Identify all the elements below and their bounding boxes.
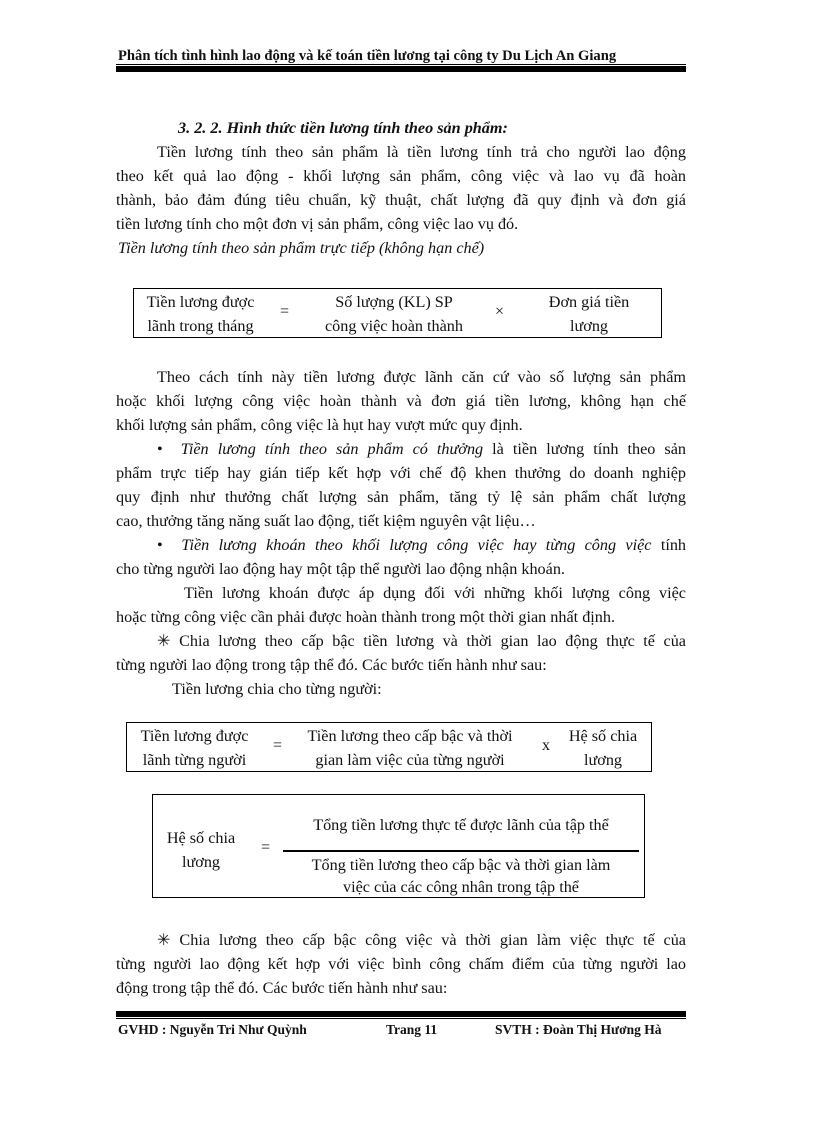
para4-sub: Tiền lương chia cho từng người: xyxy=(172,680,382,698)
para5-line3: động trong tập thể đó. Các bước tiến hành như sau: xyxy=(116,979,448,997)
f1-right-line2: lương xyxy=(569,317,609,335)
bullet1-rest: là tiền lương tính theo sản xyxy=(483,440,687,458)
para4-line1 xyxy=(157,629,686,653)
para1-line2: theo kết quả lao động - khối lượng sản phẩm, công việc và lao vụ đã hoàn xyxy=(116,167,686,185)
formula-box-2 xyxy=(126,722,652,772)
header-rule xyxy=(116,66,686,72)
f3-denominator-line1: Tổng tiền lương theo cấp bậc và thời gian làm xyxy=(311,856,611,874)
formula-box-3 xyxy=(152,794,645,898)
para3-line2: hoặc từng công việc cần phải được hoàn thành trong một thời gian nhất định. xyxy=(116,608,616,626)
para5-line2: từng người lao động kết hợp với việc bình công chấm điểm của từng người lao xyxy=(116,955,686,973)
f1-mid-line1: Số lượng (KL) SP xyxy=(335,293,453,311)
para4-line2: từng người lao động trong tập thể đó. Các bước tiến hành như sau: xyxy=(116,656,547,674)
para4-line1-text: Chia lương theo cấp bậc tiền lương và thời gian lao động thực tế của xyxy=(170,632,686,650)
asterisk-icon: ✳ xyxy=(157,931,171,949)
para2-line3: khối lượng sản phẩm, công việc là hụt hay vượt mức quy định. xyxy=(116,416,523,434)
f2-right-line1: Hệ số chia xyxy=(568,727,638,745)
f1-times: × xyxy=(495,303,505,320)
bullet2-term: Tiền lương khoán theo khối lượng công việc hay từng công việc xyxy=(181,536,652,554)
para1-line4: tiền lương tính cho một đơn vị sản phẩm, công việc lao vụ đó. xyxy=(116,215,519,233)
f2-mid-line1: Tiền lương theo cấp bậc và thời xyxy=(307,727,513,745)
bullet1-line3: quy định như thưởng chất lượng sản phẩm, tăng tỷ lệ sản phẩm chất lượng xyxy=(116,488,686,506)
bullet-dot: • xyxy=(157,536,163,554)
f3-equals: = xyxy=(261,839,271,856)
section-heading: 3. 2. 2. Hình thức tiền lương tính theo sản phẩm: xyxy=(178,119,508,137)
bullet-dot: • xyxy=(157,440,163,458)
f2-right-line2: lương xyxy=(583,751,623,769)
footer-rule-thin xyxy=(116,1018,686,1019)
para1-line3: thành, bảo đảm đúng tiêu chuẩn, kỹ thuật, chất lượng đã quy định và đơn giá xyxy=(116,191,686,209)
bullet1-line1 xyxy=(157,437,686,461)
asterisk-icon: ✳ xyxy=(157,632,171,650)
bullet1-line4: cao, thưởng tăng năng suất lao động, tiết kiệm nguyên vật liệu… xyxy=(116,512,536,530)
footer-page-number: Trang 11 xyxy=(386,1022,438,1037)
bullet2-line1 xyxy=(157,533,686,557)
formula-box-1 xyxy=(133,288,662,338)
para5-line1 xyxy=(157,928,686,952)
f1-mid-line2: công việc hoàn thành xyxy=(325,317,463,335)
f3-left-line2: lương xyxy=(181,853,221,871)
para2-line2: hoặc khối lượng công việc hoàn thành và đơn giá tiền lương, không hạn chế xyxy=(116,392,686,410)
f2-equals: = xyxy=(273,737,283,754)
para3-line1: Tiền lương khoán được áp dụng đối với những khối lượng công việc xyxy=(184,584,686,602)
fraction-bar xyxy=(283,850,639,852)
f1-equals: = xyxy=(280,303,290,320)
f3-denominator-line2: việc của các công nhân trong tập thể xyxy=(343,878,579,896)
footer-svth: SVTH : Đoàn Thị Hương Hà xyxy=(495,1022,662,1037)
header-rule-thin xyxy=(116,64,686,65)
bullet1-term: Tiền lương tính theo sản phẩm có thưởng xyxy=(180,440,484,458)
f3-left-line1: Hệ số chia xyxy=(166,829,236,847)
para1-line1: Tiền lương tính theo sản phẩm là tiền lương tính trả cho người lao động xyxy=(157,143,686,161)
f2-left-line2: lãnh từng người xyxy=(142,751,247,769)
f1-right-line1: Đơn giá tiền xyxy=(548,293,630,311)
footer-rule xyxy=(116,1011,686,1017)
f2-times: x xyxy=(542,737,550,754)
para2-line1: Theo cách tính này tiền lương được lãnh căn cứ vào số lượng sản phẩm xyxy=(157,368,686,386)
bullet2-line2: cho từng người lao động hay một tập thể người lao động nhận khoán. xyxy=(116,560,565,578)
para5-line1-text: Chia lương theo cấp bậc công việc và thời gian làm việc thực tế của xyxy=(170,931,686,949)
f2-left-line1: Tiền lương được xyxy=(140,727,249,745)
f1-left-line2: lãnh trong tháng xyxy=(147,317,254,335)
f1-left-line1: Tiền lương được xyxy=(146,293,255,311)
subheading-direct: Tiền lương tính theo sản phẩm trực tiếp (không hạn chế) xyxy=(118,239,485,257)
f2-mid-line2: gian làm việc của từng người xyxy=(315,751,505,769)
bullet2-rest: tính xyxy=(651,536,687,554)
footer-gvhd: GVHD : Nguyễn Tri Như Quỳnh xyxy=(118,1022,307,1037)
bullet1-line2: phẩm trực tiếp hay gián tiếp kết hợp với chế độ khen thưởng do doanh nghiệp xyxy=(116,464,686,482)
running-header: Phân tích tình hình lao động và kế toán tiền lương tại công ty Du Lịch An Giang xyxy=(118,48,617,64)
f3-numerator: Tổng tiền lương thực tế được lãnh của tập thể xyxy=(313,816,609,834)
